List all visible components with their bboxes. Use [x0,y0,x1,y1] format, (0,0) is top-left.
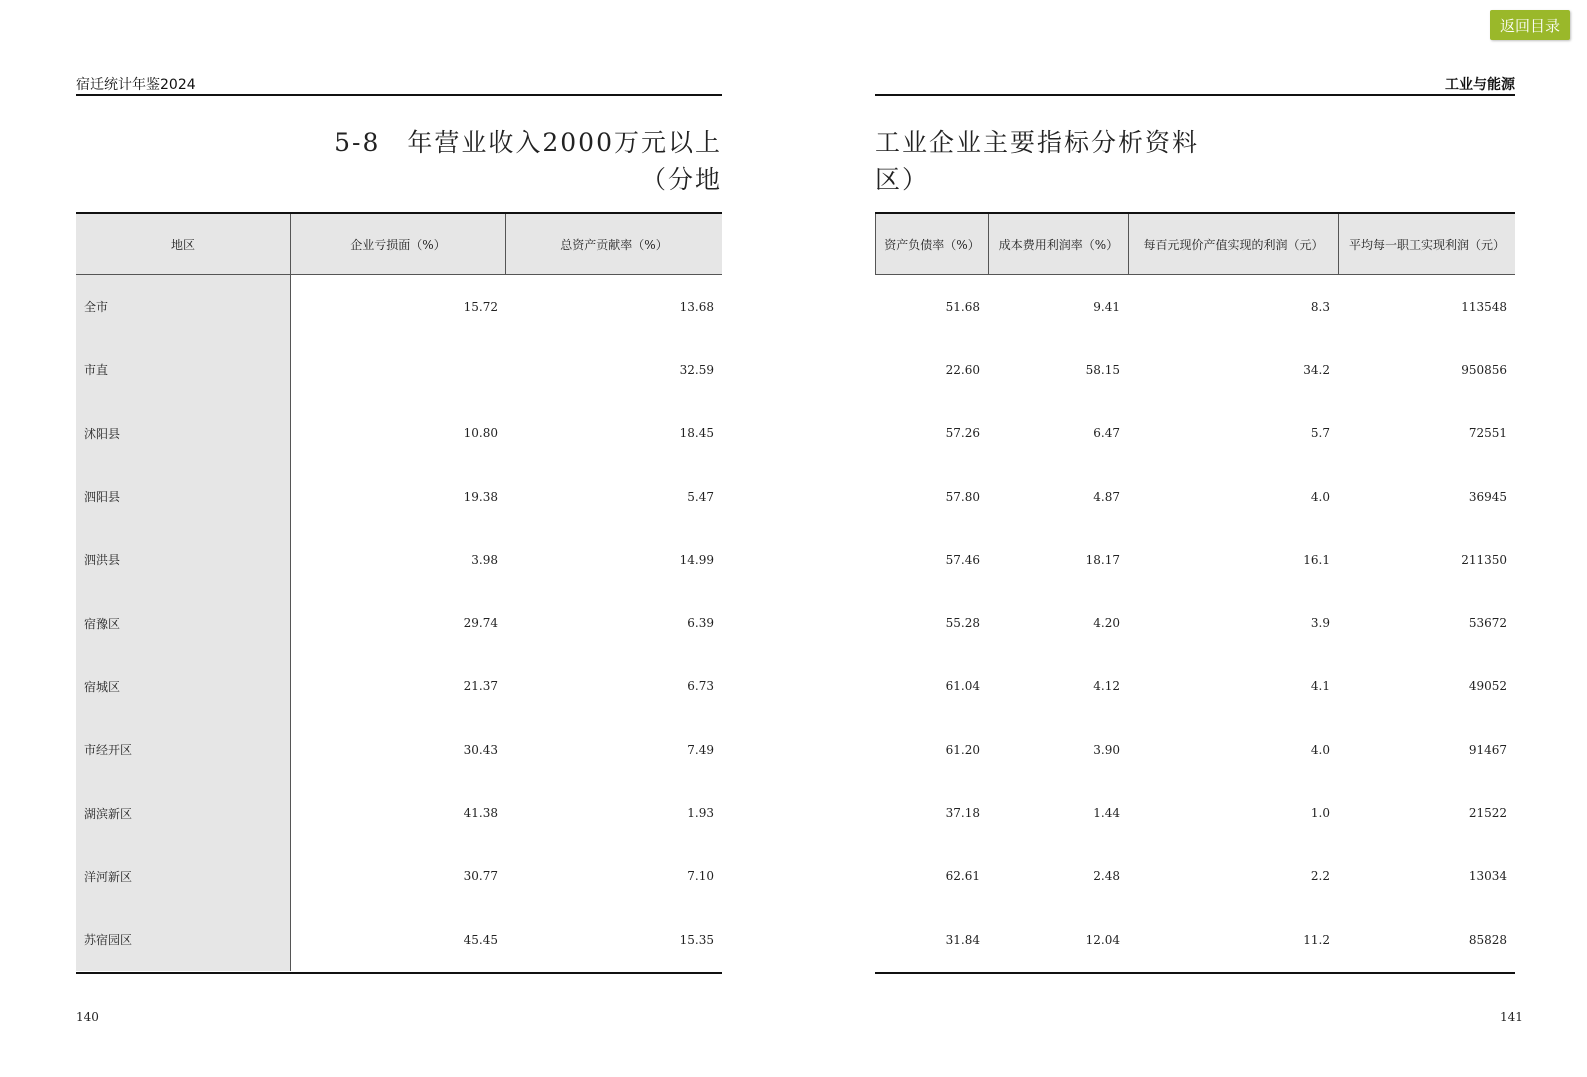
debt-ratio-cell: 57.26 [945,426,980,441]
debt-ratio-cell: 61.20 [945,742,980,757]
table-header-left [76,214,722,275]
table-row [875,275,1515,338]
asset-contribution-cell: 32.59 [679,362,714,377]
table-row [76,275,722,338]
region-cell: 洋河新区 [76,845,291,908]
loss-ratio-cell: 41.38 [463,806,498,821]
table-row [875,465,1515,528]
debt-ratio-cell: 37.18 [945,806,980,821]
profit-per-worker-cell: 950856 [1461,362,1507,377]
running-head-right: 工业与能源 [1445,77,1515,93]
table-body-left [76,275,722,971]
region-cell: 市经开区 [76,718,291,781]
page-number-left: 140 [76,1010,99,1024]
profit-per-100-cell: 2.2 [1310,869,1330,884]
loss-ratio-cell: 10.80 [463,426,498,441]
region-cell: 全市 [76,275,291,338]
loss-ratio-cell: 29.74 [463,616,498,631]
left-data-table [76,212,722,971]
profit-per-worker-cell: 21522 [1468,806,1507,821]
table-row [875,591,1515,654]
loss-ratio-cell: 45.45 [463,932,498,947]
profit-per-worker-cell: 91467 [1468,742,1507,757]
loss-ratio-cell: 15.72 [463,299,498,314]
region-cell: 沭阳县 [76,402,291,465]
profit-per-worker-cell: 85828 [1468,932,1507,947]
header-profit-per-worker: 平均每一职工实现利润（元） [1348,237,1505,252]
region-cell: 宿城区 [76,655,291,718]
asset-contribution-cell: 15.35 [679,932,714,947]
table-bottom-rule-left [76,972,722,974]
debt-ratio-cell: 55.28 [945,616,980,631]
header-rule-right [875,94,1515,96]
loss-ratio-cell: 21.37 [463,679,498,694]
profit-per-worker-cell: 53672 [1468,616,1507,631]
profit-per-worker-cell: 72551 [1468,426,1507,441]
right-data-table [875,212,1515,971]
cost-profit-cell: 1.44 [1093,806,1120,821]
debt-ratio-cell: 62.61 [945,869,980,884]
cost-profit-cell: 18.17 [1085,552,1120,567]
region-cell: 市直 [76,338,291,401]
asset-contribution-cell: 13.68 [679,299,714,314]
header-profit-per-100: 每百元现价产值实现的利润（元） [1129,214,1339,274]
debt-ratio-cell: 61.04 [945,679,980,694]
cost-profit-cell: 3.90 [1093,742,1120,757]
loss-ratio-cell: 30.43 [463,742,498,757]
table-row [76,528,722,591]
profit-per-100-cell: 34.2 [1303,362,1330,377]
page-title-right [875,124,1515,198]
title-right-line1: 工业企业主要指标分析资料 [875,128,1200,157]
cost-profit-cell: 6.47 [1093,426,1120,441]
asset-contribution-cell: 1.93 [687,806,714,821]
table-row [875,908,1515,971]
title-left-line1: 5-8 年营业收入2000万元以上 [334,128,722,157]
page-number-right: 141 [1500,1010,1523,1024]
region-cell: 湖滨新区 [76,781,291,844]
region-cell: 苏宿园区 [76,908,291,971]
profit-per-100-cell: 1.0 [1310,806,1330,821]
profit-per-100-cell: 3.9 [1310,616,1330,631]
profit-per-worker-cell: 211350 [1461,552,1507,567]
cost-profit-cell: 4.20 [1093,616,1120,631]
header-debt-ratio: 资产负债率（%） [876,214,989,274]
table-row [875,718,1515,781]
asset-contribution-cell: 7.49 [687,742,714,757]
region-cell: 泗阳县 [76,465,291,528]
cost-profit-cell: 4.87 [1093,489,1120,504]
table-row [76,655,722,718]
cost-profit-cell: 9.41 [1093,299,1120,314]
title-left-line2: （分地 [640,165,722,194]
profit-per-worker-cell: 113548 [1461,299,1507,314]
cost-profit-cell: 58.15 [1085,362,1120,377]
debt-ratio-cell: 31.84 [945,932,980,947]
profit-per-100-cell: 8.3 [1310,299,1330,314]
table-row [875,781,1515,844]
asset-contribution-cell: 5.47 [687,489,714,504]
asset-contribution-cell: 18.45 [679,426,714,441]
debt-ratio-cell: 22.60 [945,362,980,377]
table-row [875,402,1515,465]
profit-per-100-cell: 4.0 [1310,489,1330,504]
header-asset-contribution: 总资产贡献率（%） [560,237,668,252]
region-cell: 宿豫区 [76,591,291,654]
header-region: 地区 [76,214,291,274]
loss-ratio-cell [291,338,506,401]
header-loss-ratio: 企业亏损面（%） [291,214,506,274]
table-row [76,338,722,401]
debt-ratio-cell: 51.68 [945,299,980,314]
asset-contribution-cell: 6.39 [687,616,714,631]
profit-per-100-cell: 11.2 [1303,932,1330,947]
loss-ratio-cell: 19.38 [463,489,498,504]
cost-profit-cell: 2.48 [1093,869,1120,884]
table-row [76,781,722,844]
back-to-toc-button[interactable]: 返回目录 [1490,10,1570,40]
table-row [875,845,1515,908]
table-body-right [875,275,1515,971]
title-right-line2: 区） [875,165,930,194]
debt-ratio-cell: 57.80 [945,489,980,504]
page-title-left [76,124,722,198]
profit-per-worker-cell: 49052 [1468,679,1507,694]
profit-per-100-cell: 4.0 [1310,742,1330,757]
cost-profit-cell: 12.04 [1085,932,1120,947]
profit-per-worker-cell: 13034 [1468,869,1507,884]
table-row [875,655,1515,718]
asset-contribution-cell: 7.10 [687,869,714,884]
profit-per-worker-cell: 36945 [1468,489,1507,504]
cost-profit-cell: 4.12 [1093,679,1120,694]
profit-per-100-cell: 4.1 [1310,679,1330,694]
table-row [76,718,722,781]
table-bottom-rule-right [875,972,1515,974]
running-head-left: 宿迁统计年鉴2024 [76,77,196,93]
debt-ratio-cell: 57.46 [945,552,980,567]
table-row [76,465,722,528]
asset-contribution-cell: 6.73 [687,679,714,694]
table-header-right [875,214,1515,275]
asset-contribution-cell: 14.99 [679,552,714,567]
table-row [76,908,722,971]
profit-per-100-cell: 5.7 [1310,426,1330,441]
loss-ratio-cell: 30.77 [463,869,498,884]
header-cost-profit: 成本费用利润率（%） [989,214,1129,274]
table-row [875,338,1515,401]
profit-per-100-cell: 16.1 [1303,552,1330,567]
region-cell: 泗洪县 [76,528,291,591]
header-rule-left [76,94,722,96]
table-row [875,528,1515,591]
loss-ratio-cell: 3.98 [471,552,498,567]
table-row [76,402,722,465]
table-row [76,591,722,654]
table-row [76,845,722,908]
